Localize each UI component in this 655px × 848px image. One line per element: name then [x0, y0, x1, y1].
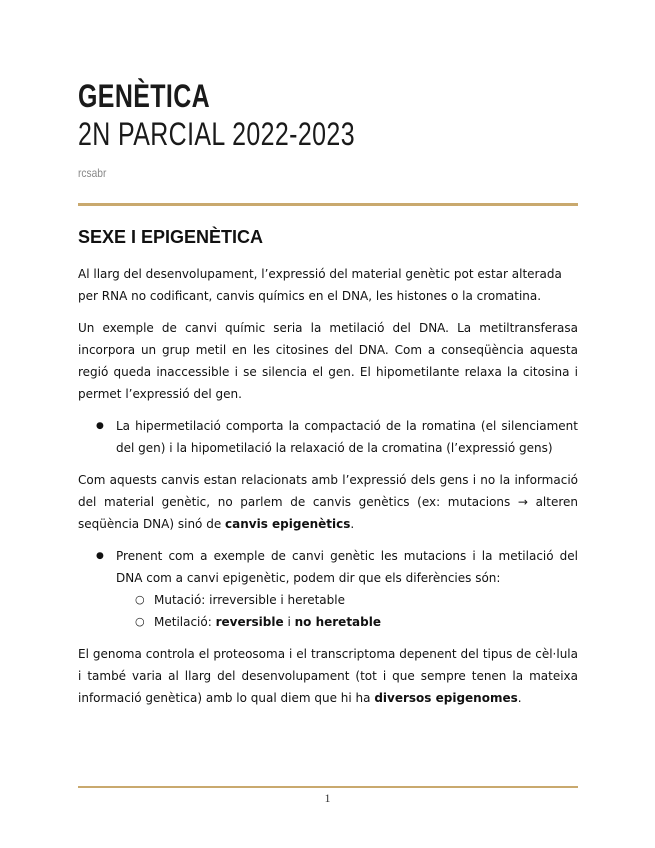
bullet-list-1	[78, 415, 578, 459]
sub-list	[116, 589, 578, 633]
paragraph-4-bold: diversos epigenomes	[374, 691, 518, 705]
section-content	[78, 263, 578, 719]
document-subtitle: 2N PARCIAL 2022-2023	[78, 116, 355, 152]
section-heading: SEXE I EPIGENÈTICA	[78, 227, 264, 247]
footer-divider	[78, 786, 578, 788]
paragraph-4-text: El genoma controla el proteosoma i el transcriptoma depenent del tipus de cèl·lula i també varia al llarg del desenvolupament (tot i que sempre tenen la mateixa informació genètica) amb lo qual diem que hi ha	[78, 647, 578, 705]
bullet-list-2	[78, 545, 578, 633]
bullet-item-hipermetilacio: ● La hipermetilació comporta la compactació de la romatina (el silenciament del gen) i la hipometilació la relaxació de la cromatina (l’expressió gens)	[116, 415, 578, 459]
document-author: rcsabr	[78, 166, 107, 180]
sub-item-metilacio-label: Metilació:	[154, 615, 216, 629]
paragraph-3-end: .	[350, 517, 355, 531]
paragraph-4-end: .	[517, 691, 522, 705]
sub-item-metilacio-mid: i	[283, 615, 295, 629]
sub-item-metilacio-bold-1: reversible	[215, 615, 284, 629]
sub-item-metilacio-bold-2: no heretable	[294, 615, 381, 629]
paragraph-3-text: Com aquests canvis estan relacionats amb l’expressió dels gens i no la informació del material genètic, no parlem de canvis genètics (ex: mutacions → alteren seqüència DNA) sinó de	[78, 473, 578, 531]
page-number: 1	[324, 791, 331, 805]
paragraph-2: Un exemple de canvi químic seria la metilació del DNA. La metiltransferasa incorpora un grup metil en les citosines del DNA. Com a conseqüència aquesta regió queda inaccessible i se silencia el gen. El hipometilante relaxa la citosina i permet l’expressió del gen.	[78, 321, 578, 401]
header-divider	[78, 203, 578, 206]
paragraph-3-bold: canvis epigenètics	[225, 517, 351, 531]
sub-item-mutacio: ○ Mutació: irreversible i heretable	[154, 589, 578, 611]
paragraph-4	[78, 643, 578, 709]
bullet-item-diferencies	[116, 545, 578, 633]
paragraph-1: Al llarg del desenvolupament, l’expressió del material genètic pot estar alterada per RNA no codificant, canvis químics en el DNA, les histones o la cromatina.	[78, 267, 562, 303]
bullet-item-diferencies-text: Prenent com a exemple de canvi genètic les mutacions i la metilació del DNA com a canvi epigenètic, podem dir que els diferències són:	[116, 549, 578, 585]
document-title: GENÈTICA	[78, 78, 211, 114]
paragraph-3	[78, 469, 578, 535]
sub-item-metilacio	[154, 611, 578, 633]
